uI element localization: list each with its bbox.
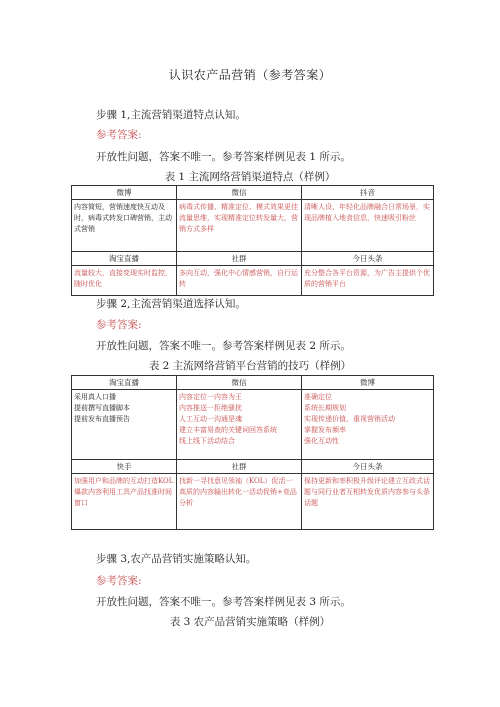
table1-caption: 表 1 主流网络营销渠道特点（样例） <box>164 171 336 183</box>
table2-cell-community: 找新一寻找意见领袖（KOL）促活一高质的内容输出转化一活动促销+竞品分析 <box>177 474 302 530</box>
table1-cell-community: 多向互动，强化中心情感营销，自行运转 <box>177 266 302 296</box>
list-item: 准确定位 <box>304 393 332 401</box>
step-2-heading: 步骤 2,主流营销渠道选择认知。 <box>96 298 246 310</box>
list-item: 掌握发布频率 <box>304 426 346 434</box>
table2-header-toutiao: 今日头条 <box>302 460 434 474</box>
table1-header-douyin: 抖音 <box>302 186 434 200</box>
list-item: 线上线下活动结合 <box>179 437 235 445</box>
table1-cell-toutiao: 充分整合各平台资源，为广告主提供个优质的营销平台 <box>302 266 434 296</box>
table2-header-community: 社群 <box>177 460 302 474</box>
table1-header-weixin: 微信 <box>177 186 302 200</box>
table2-header-taobao-live: 淘宝直播 <box>72 376 177 390</box>
list-item: 强化互动性 <box>304 437 339 445</box>
list-item: 内容定位一内容为王 <box>179 393 242 401</box>
table2-cell-kuaishou: 加强用户和品牌的互动打造KOL爆款内容利用工具产品找准时间窗口 <box>72 474 177 530</box>
table1-cell-weixin: 病毒式传播、精准定位、模式效果更佳流量思维，实现精准定位转发量大，营销方式多样 <box>177 200 302 252</box>
answer-text-2: 开放性问题，答案不唯一。参考答案样例见表 2 所示。 <box>96 340 351 352</box>
table1-cell-weibo: 内容简短，营销速度快互动及时，病毒式转发口碑营销，主动式营销 <box>72 200 177 252</box>
table3-caption: 表 3 农产品营销实施策略（样例） <box>169 616 331 628</box>
table2-cell-weibo <box>302 390 434 460</box>
list-item: 人工互动一沟通是魂 <box>179 415 242 423</box>
reference-answer-label-2: 参考答案: <box>96 319 142 331</box>
list-item: 系统长期规划 <box>304 404 346 412</box>
table1 <box>71 185 434 296</box>
step-3-heading: 步骤 3,农产品营销实施策略认知。 <box>96 553 257 565</box>
answer-text-1: 开放性问题，答案不唯一。参考答案样例见表 1 所示。 <box>96 151 351 163</box>
table1-header-weibo: 微博 <box>72 186 177 200</box>
table1-header-community: 社群 <box>177 252 302 266</box>
answer-text-3: 开放性问题，答案不唯一。参考答案样例见表 3 所示。 <box>96 596 351 608</box>
table2-cell-toutiao: 保持更新和率积极升级评论建立互政式话题与同行业者互相转发优质内容参与头条话题 <box>302 474 434 530</box>
table2-cell-taobao-live <box>72 390 177 460</box>
table1-cell-douyin: 清晰人设、年轻化品牌融合日常场景，实现品牌植入地食信息，快速吸引粉丝 <box>302 200 434 252</box>
table2-cell-weixin <box>177 390 302 460</box>
list-item: 采用真人口播 <box>74 393 116 401</box>
table1-header-taobao-live: 淘宝直播 <box>72 252 177 266</box>
reference-answer-label-1: 参考答案: <box>96 129 142 141</box>
step-1-heading: 步骤 1,主流营销渠道特点认知。 <box>96 109 246 121</box>
table2 <box>71 375 434 530</box>
table2-caption: 表 2 主流网络营销平台营销的技巧（样例） <box>148 360 352 372</box>
list-item: 提前发布直播预告 <box>74 415 130 423</box>
table1-header-toutiao: 今日头条 <box>302 252 434 266</box>
list-item: 内容推送一拒绝骚扰 <box>179 404 242 412</box>
reference-answer-label-3: 参考答案: <box>96 575 142 587</box>
table1-cell-taobao-live: 流量较大，直接变现实时监控，随时优化 <box>72 266 177 296</box>
list-item: 建立丰富易查的关键词回答系统 <box>179 426 277 434</box>
doc-title: 认识农产品营销（参考答案） <box>168 68 332 82</box>
table2-header-weixin: 微信 <box>177 376 302 390</box>
list-item: 提前撰写直播脚本 <box>74 404 130 412</box>
table2-header-kuaishou: 快手 <box>72 460 177 474</box>
table2-header-weibo: 微博 <box>302 376 434 390</box>
list-item: 实现传递价值，重视营销活动 <box>304 415 395 423</box>
